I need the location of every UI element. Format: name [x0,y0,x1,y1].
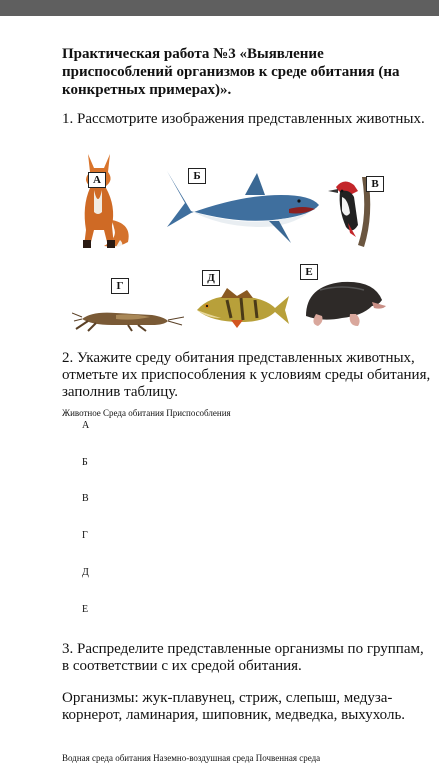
mole-cricket-image [72,303,184,333]
label-b: Б [188,168,206,184]
page-title: Практическая работа №3 «Выявление приспособлений организмов к среде обитания (на конкретных примерах)». [62,46,400,98]
organisms-list: Организмы: жук-плавунец, стриж, слепыш, медуза-корнерот, ламинария, шиповник, медведка, выхухоль. [62,690,406,723]
groups-header: Водная среда обитания Наземно-воздушная среда Почвенная среда [62,753,321,763]
question-2: 2. Укажите среду обитания представленных животных, отметьте их приспособления к условиям среды обитания, заполнив таблицу. [62,350,431,400]
perch-image [191,288,291,330]
mole-image [302,276,388,328]
table-row: Д [82,567,89,578]
table-row: А [82,420,90,431]
question-1: 1. Рассмотрите изображения представленных животных. [62,111,425,127]
table-row: Е [82,604,89,615]
label-v: В [366,176,384,192]
question-3: 3. Распределите представленные организмы по группам, в соответствии с их средой обитания. [62,641,424,674]
table-row: Б [82,457,88,468]
table-header: Животное Среда обитания Приспособления [62,408,231,418]
label-g: Г [111,278,129,294]
label-d: Д [202,270,220,286]
label-a: А [88,172,106,188]
label-e: Е [300,264,318,280]
table-row: В [82,493,89,504]
top-bar [0,0,439,16]
shark-image [161,165,323,249]
table-row: Г [82,530,88,541]
fox-image [68,150,132,252]
